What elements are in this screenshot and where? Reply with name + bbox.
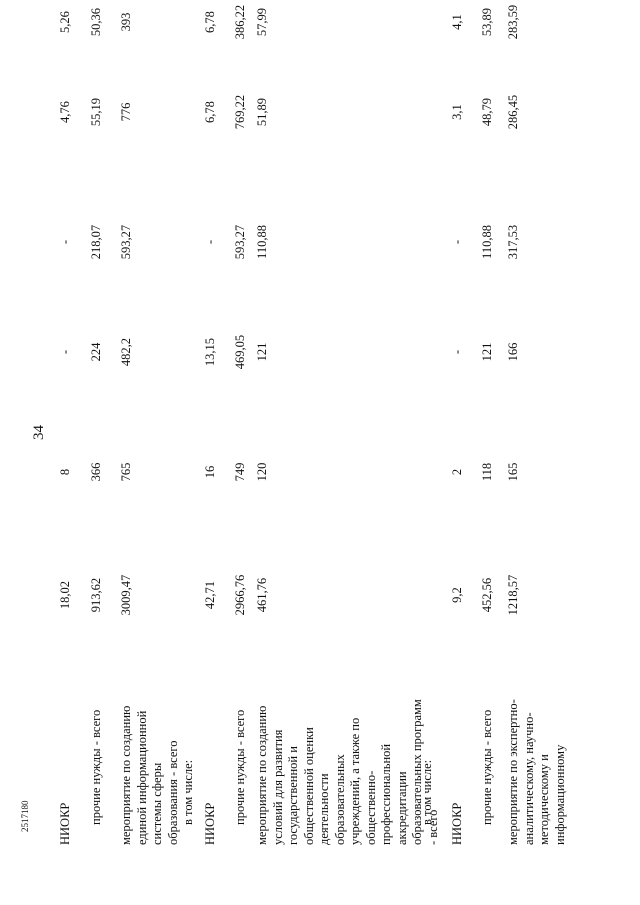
cell: 452,56	[480, 577, 494, 613]
cell: 4,1	[450, 14, 464, 30]
cell: 469,05	[233, 334, 247, 370]
row-label: мероприятие по созданию условий для развития государственной и общественной оценки деятельности образовательных учреждений, а также по общественно-профессиональной аккредитации образовательных программ - всего	[255, 699, 440, 845]
cell: 769,22	[233, 94, 247, 130]
cell: 776	[119, 102, 133, 122]
cell: 2	[450, 468, 464, 476]
cell: 110,88	[480, 225, 494, 259]
cell: -	[58, 349, 72, 355]
row-label: в том числе:	[181, 759, 195, 825]
cell: -	[58, 239, 72, 245]
cell: 5,26	[58, 11, 72, 33]
cell: 386,22	[233, 4, 247, 40]
cell: -	[450, 239, 464, 245]
cell: 55,19	[89, 97, 103, 127]
cell: 8	[58, 468, 72, 476]
row-label: НИОКР	[203, 802, 217, 845]
cell: 6,78	[203, 11, 217, 33]
row-label: НИОКР	[58, 802, 72, 845]
row-label: в том числе:	[420, 759, 434, 825]
row-label: прочие нужды - всего	[480, 709, 494, 825]
cell: 224	[89, 342, 103, 362]
cell: 283,59	[506, 4, 520, 40]
cell: 461,76	[255, 577, 269, 613]
cell: 593,27	[233, 224, 247, 260]
cell: 57,99	[255, 7, 269, 37]
cell: 2966,76	[233, 574, 247, 616]
cell: 749	[233, 462, 247, 482]
cell: 165	[506, 462, 520, 482]
cell: 121	[255, 342, 269, 362]
row-label: НИОКР	[450, 802, 464, 845]
cell: 42,71	[203, 580, 217, 610]
cell: 53,89	[480, 7, 494, 37]
cell: 9,2	[450, 587, 464, 603]
row-label: мероприятие по созданию единой информационной системы сферы образования - всего	[119, 705, 180, 845]
cell: 18,02	[58, 580, 72, 610]
row-label: прочие нужды - всего	[89, 709, 103, 825]
cell: 3009,47	[119, 574, 133, 616]
cell: 13,15	[203, 337, 217, 367]
cell: 218,07	[89, 224, 103, 260]
cell: 166	[506, 342, 520, 362]
page-number: 34	[31, 425, 47, 440]
cell: 16	[203, 465, 217, 479]
cell: 48,79	[480, 97, 494, 127]
cell: 482,2	[119, 337, 133, 367]
cell: 593,27	[119, 224, 133, 260]
cell: 393	[119, 12, 133, 32]
rotated-table	[58, 4, 567, 845]
cell: 4,76	[58, 101, 72, 123]
cell: 317,53	[506, 224, 520, 260]
document-code: 2517180	[20, 800, 30, 832]
cell: 120	[255, 462, 269, 482]
cell: 3,1	[450, 104, 464, 120]
row-label: прочие нужды - всего	[233, 709, 247, 825]
cell: 121	[480, 342, 494, 362]
cell: 50,36	[89, 7, 103, 37]
cell: 1218,57	[506, 574, 520, 616]
cell: 51,89	[255, 97, 269, 127]
cell: 286,45	[506, 94, 520, 130]
cell: -	[203, 239, 217, 245]
cell: 110,88	[255, 225, 269, 259]
cell: 6,78	[203, 101, 217, 123]
cell: 765	[119, 462, 133, 482]
cell: -	[450, 349, 464, 355]
cell: 913,62	[89, 577, 103, 613]
row-label: мероприятие по экспертно-аналитическому, научно-методическому и информационному	[506, 699, 567, 845]
cell: 118	[480, 462, 494, 482]
cell: 366	[89, 462, 103, 482]
